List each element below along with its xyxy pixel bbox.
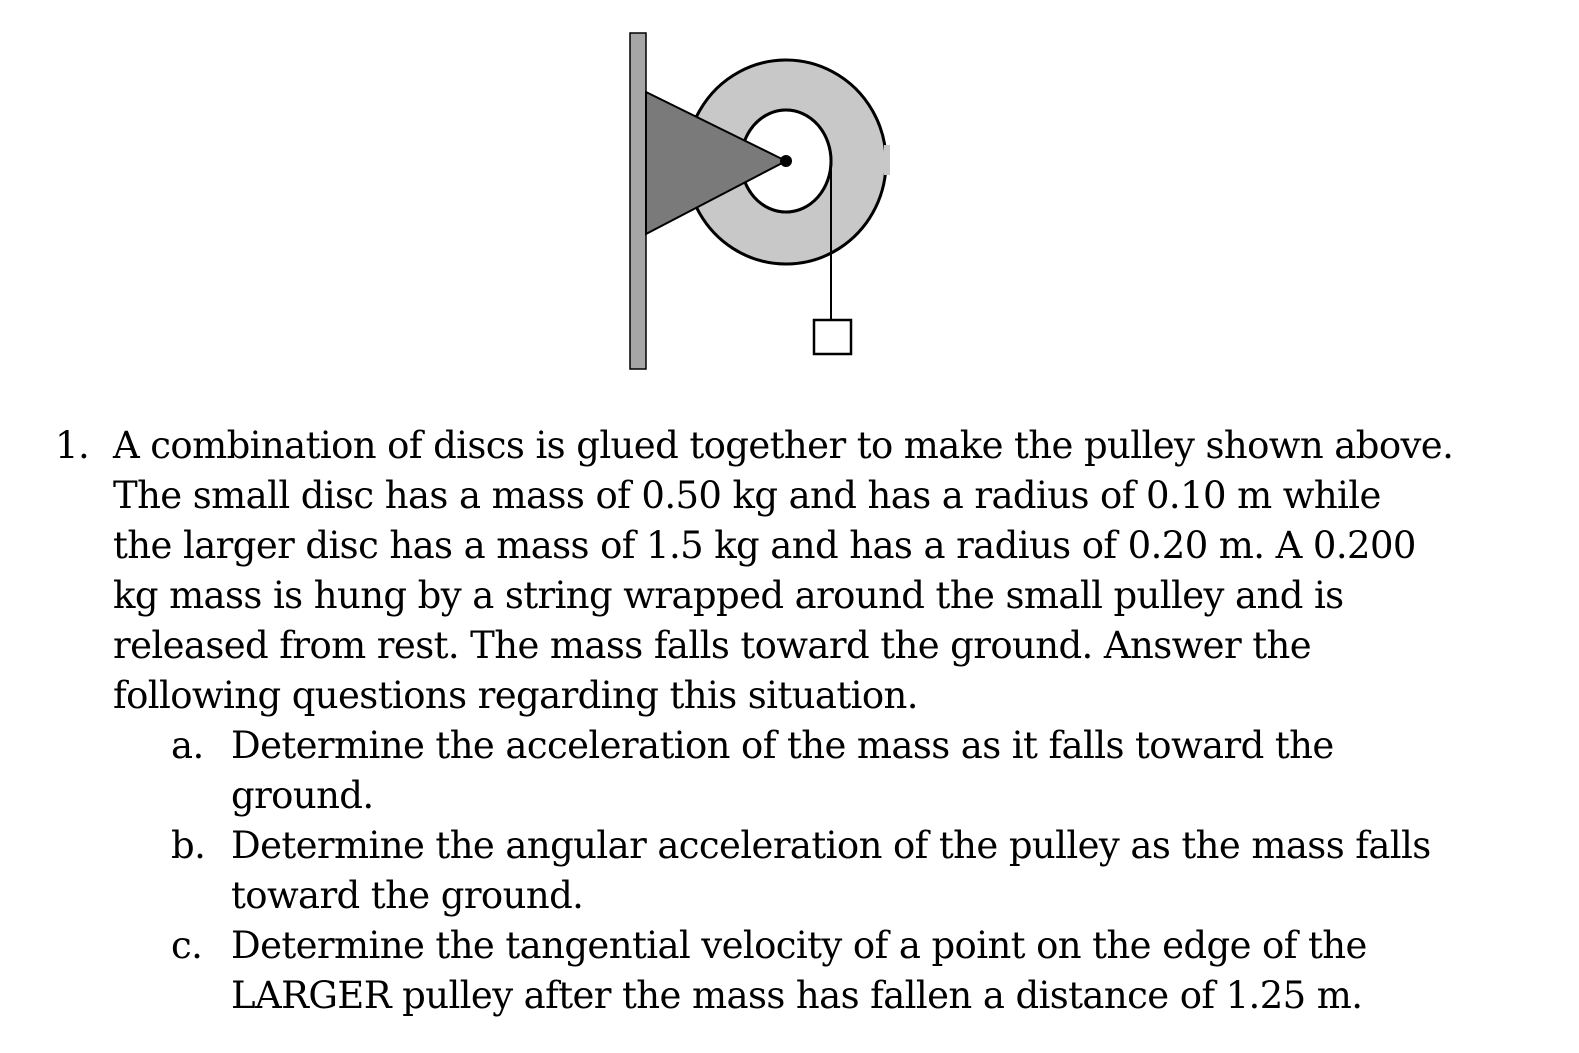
question-line: released from rest. The mass falls toward the ground. Answer the <box>113 624 1312 667</box>
part-line: ground. <box>231 774 374 817</box>
part-line: LARGER pulley after the mass has fallen a distance of 1.25 m. <box>231 974 1363 1017</box>
question-stem <box>55 421 1555 721</box>
pulley-diagram <box>0 0 1579 400</box>
part-line: Determine the tangential velocity of a point on the edge of the <box>231 924 1367 967</box>
question-line: following questions regarding this situation. <box>113 674 918 717</box>
question-block <box>55 421 1555 1021</box>
part-line: Determine the acceleration of the mass as it falls toward the <box>231 724 1334 767</box>
part-b <box>55 821 1555 921</box>
question-line: The small disc has a mass of 0.50 kg and has a radius of 0.10 m while <box>113 474 1381 517</box>
part-c <box>55 921 1555 1021</box>
wall <box>630 33 646 369</box>
question-parts <box>55 721 1555 1021</box>
disc-rim-tab <box>884 145 890 175</box>
question-number: 1. <box>55 424 90 467</box>
axle <box>780 155 792 167</box>
part-a <box>55 721 1555 821</box>
hanging-mass <box>814 320 851 354</box>
part-line: toward the ground. <box>231 874 584 917</box>
question-line: A combination of discs is glued together to make the pulley shown above. <box>113 424 1454 467</box>
part-letter: b. <box>171 824 206 867</box>
part-letter: a. <box>171 724 204 767</box>
part-letter: c. <box>171 924 203 967</box>
question-line: the larger disc has a mass of 1.5 kg and has a radius of 0.20 m. A 0.200 <box>113 524 1416 567</box>
part-line: Determine the angular acceleration of the pulley as the mass falls <box>231 824 1431 867</box>
question-line: kg mass is hung by a string wrapped around the small pulley and is <box>113 574 1344 617</box>
